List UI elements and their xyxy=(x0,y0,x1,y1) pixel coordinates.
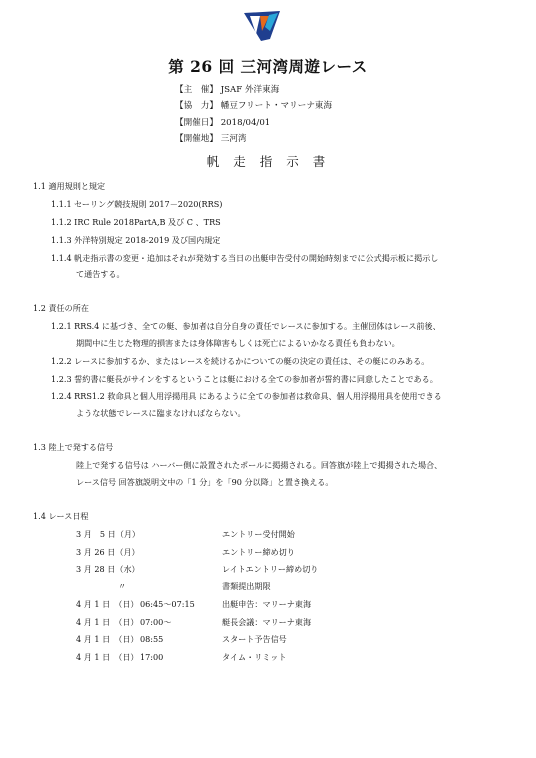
clause-continuation: て通告する。 xyxy=(76,269,125,279)
clause: 1.2.1 RRS.4 に基づき、全ての艇、参加者は自分自身の責任でレースに参加する。主催団体はレース前後、 xyxy=(51,321,441,331)
clause: 1.1.3 外洋特別規定 2018-2019 及び国内規定 xyxy=(51,235,221,245)
meta-organizer xyxy=(175,82,332,98)
meta-label: 【協 力】 xyxy=(175,101,218,112)
schedule-time: 07:00～ xyxy=(140,617,172,627)
schedule-date: 4 月 1 日 （日） xyxy=(76,599,139,609)
meta-value: 三河湾 xyxy=(220,134,247,145)
clause-continuation: ような状態でレースに臨まなければならない。 xyxy=(76,408,246,418)
meta-value: 幡豆フリート・マリーナ東海 xyxy=(220,101,333,112)
schedule-event: エントリー締め切り xyxy=(222,547,295,557)
schedule-event: レイトエントリー締め切り xyxy=(222,564,319,574)
clause-continuation: 期間中に生じた物理的損害または身体障害もしくは死亡によるいかなる責任も負わない。 xyxy=(76,338,400,348)
clause: 1.1.4 帆走指示書の変更・追加はそれが発効する当日の出艇申告受付の開始時刻までに公式掲示板に掲示し xyxy=(51,253,439,263)
schedule-date: 4 月 1 日 （日） xyxy=(76,617,139,627)
clause: 陸上で発する信号は ハーバー側に設置されたポールに掲揚される。回答旗が陸上で掲揚された場合、 xyxy=(76,460,443,470)
clause: 1.2.3 誓約書に艇長がサインをするということは艇における全ての参加者が誓約書に同意したことである。 xyxy=(51,374,438,384)
event-meta xyxy=(175,82,332,148)
meta-value: 2018/04/01 xyxy=(220,117,271,128)
clause: 1.1.2 IRC Rule 2018PartA,B 及び C 、TRS xyxy=(51,217,221,227)
clause: レース信号 回答旗説明文中の「1 分」を「90 分以降」と置き換える。 xyxy=(76,477,334,487)
schedule-event: 書類提出期限 xyxy=(222,581,271,591)
schedule-event: タイム・リミット xyxy=(222,652,287,662)
schedule-date: 3 月 5 日（月） xyxy=(76,529,141,539)
race-title: 第 26 回 三河湾周遊レース xyxy=(168,57,368,76)
section-heading: 1.1 適用規則と規定 xyxy=(33,181,106,191)
schedule-time: 06:45～07:15 xyxy=(140,599,195,609)
schedule-event: スタート予告信号 xyxy=(222,634,287,644)
meta-label: 【開催日】 xyxy=(175,117,218,128)
document-heading: 帆走指示書 xyxy=(206,154,340,169)
meta-cooperation xyxy=(175,98,332,114)
schedule-event: エントリー受付開始 xyxy=(222,529,295,539)
schedule-event: 出艇申告：マリーナ東海 xyxy=(222,599,312,609)
clause: 1.2.4 RRS1.2 救命具と個人用浮揚用具 にあるように全ての参加者は救命具、個人用浮揚用具を使用できる xyxy=(51,391,442,401)
section-heading: 1.2 責任の所在 xyxy=(33,303,89,313)
meta-venue xyxy=(175,131,332,147)
schedule-time: 17:00 xyxy=(140,652,164,662)
schedule-date: 4 月 1 日 （日） xyxy=(76,652,139,662)
meta-label: 【開催地】 xyxy=(175,134,218,145)
schedule-date: 4 月 1 日 （日） xyxy=(76,634,139,644)
schedule-event: 艇長会議：マリーナ東海 xyxy=(222,617,312,627)
meta-value: JSAF 外洋東海 xyxy=(220,85,280,95)
meta-date xyxy=(175,115,332,131)
meta-label: 【主 催】 xyxy=(175,85,218,95)
schedule-time: 08:55 xyxy=(140,634,164,644)
section-heading: 1.3 陸上で発する信号 xyxy=(33,442,114,452)
clause: 1.2.2 レースに参加するか、またはレースを続けるかについての艇の決定の責任は、その艇にのみある。 xyxy=(51,356,430,366)
sail-logo-icon xyxy=(240,9,282,43)
section-heading: 1.4 レース日程 xyxy=(33,511,89,521)
schedule-date: 3 月 26 日（月） xyxy=(76,547,140,557)
schedule-date: 3 月 28 日（水） xyxy=(76,564,140,574)
schedule-date: 〃 xyxy=(118,581,127,591)
clause: 1.1.1 セーリング競技規則 2017－2020(RRS) xyxy=(51,199,223,209)
